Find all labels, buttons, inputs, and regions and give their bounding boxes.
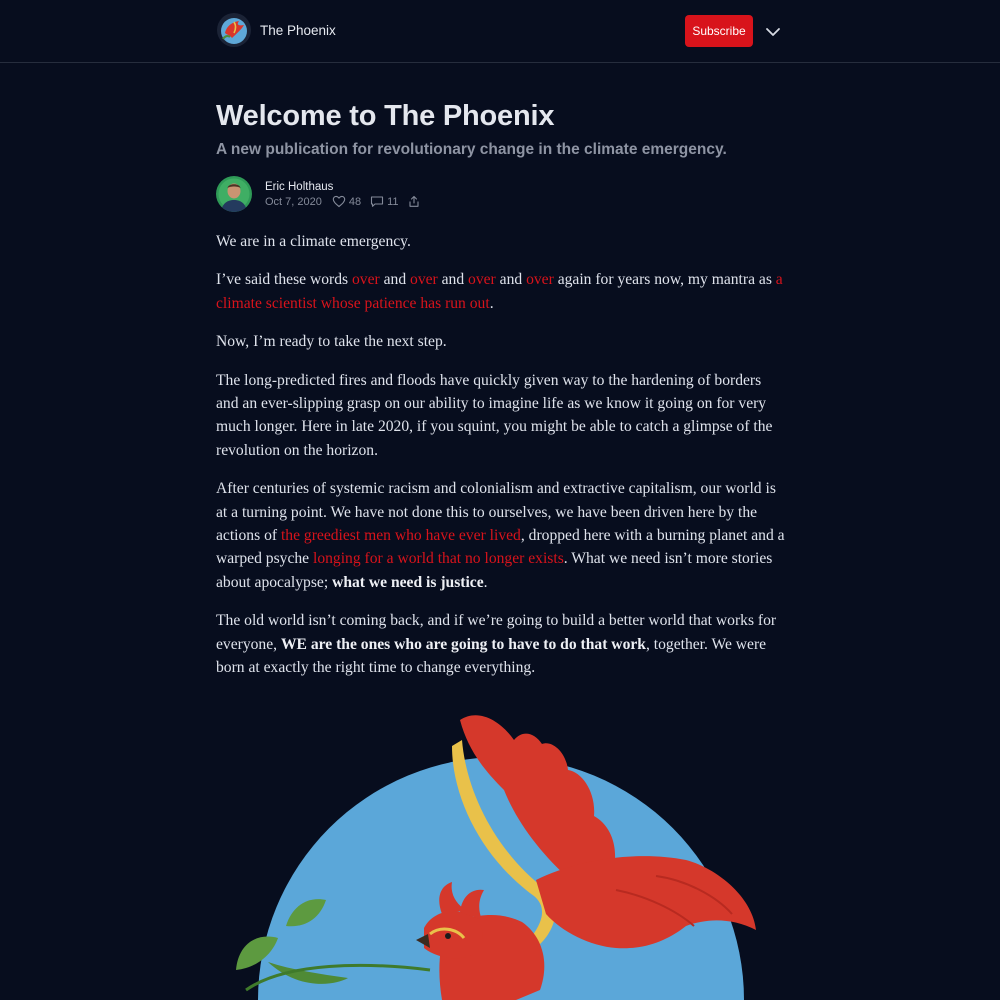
subscribe-button[interactable]: Subscribe <box>685 15 753 47</box>
inline-link[interactable]: over <box>351 271 380 289</box>
inline-link[interactable]: over <box>526 271 554 289</box>
heart-icon <box>332 195 346 208</box>
byline-text <box>265 180 432 209</box>
share-button[interactable] <box>408 195 423 208</box>
bold-text: WE are the ones who are going to have to do that work <box>280 635 646 653</box>
text-run: I’ve said these words <box>216 271 352 289</box>
post-title: Welcome to The Phoenix <box>216 100 555 132</box>
paragraph <box>216 268 786 315</box>
text-run: , dropped here with a burning planet and a warped psyche <box>216 527 785 568</box>
phoenix-over-earth-image <box>216 700 786 1000</box>
paragraph <box>216 477 786 594</box>
inline-link[interactable]: over <box>410 271 438 289</box>
text-run: , together. We were born at exactly the right time to change everything. <box>216 635 767 677</box>
post-body <box>216 230 786 680</box>
post-meta <box>265 195 432 209</box>
publication-logo <box>217 13 251 47</box>
paragraph: The long-predicted fires and floods have quickly given way to the hardening of borders and an ever-slipping grasp on our ability to imagine life as we know it going on for very much longer. Here in late 2020, if you squint, you might be able to catch a glimpse of the revolution on the horizon. <box>216 371 773 459</box>
share-icon <box>408 195 420 208</box>
comments-button[interactable] <box>370 195 398 209</box>
text-run: The old world isn’t coming back, and if we’re going to build a better world that works for everyone, <box>216 612 777 653</box>
publication-name: The Phoenix <box>260 22 336 38</box>
bold-text: what we need is justice <box>332 573 484 591</box>
author-name[interactable]: Eric Holthaus <box>265 180 334 193</box>
text-run: and <box>379 271 411 289</box>
publication-brand-link[interactable] <box>217 13 336 47</box>
like-button[interactable] <box>332 195 361 209</box>
text-run: After centuries of systemic racism and colonialism and extractive capitalism, our world is at a turning point. We have not done this to ourselves, we have been driven here by the actions of <box>216 480 776 545</box>
inline-link[interactable]: longing for a world that no longer exists <box>313 550 564 568</box>
inline-link[interactable]: over <box>468 271 496 289</box>
author-avatar[interactable] <box>216 176 252 212</box>
inline-link[interactable]: a climate scientist whose patience has run out <box>216 271 783 312</box>
text-run: . <box>483 573 488 591</box>
top-navigation <box>0 0 1000 63</box>
chevron-down-icon[interactable] <box>764 24 782 40</box>
post-date: Oct 7, 2020 <box>265 195 322 208</box>
inline-link[interactable]: the greediest men who have ever lived <box>280 527 521 545</box>
text-run: and <box>495 271 527 289</box>
paragraph <box>216 609 786 679</box>
header-illustration[interactable] <box>216 700 786 1000</box>
paragraph: We are in a climate emergency. <box>216 233 411 250</box>
text-run: and <box>437 271 469 289</box>
text-run: again for years now, my mantra as <box>553 271 776 289</box>
like-count: 48 <box>348 195 362 208</box>
post-byline <box>216 175 786 213</box>
post-subtitle: A new publication for revolutionary change in the climate emergency. <box>216 141 727 158</box>
comment-icon <box>370 195 384 208</box>
text-run: . What we need isn’t more stories about apocalypse; <box>216 550 773 591</box>
paragraph: Now, I’m ready to take the next step. <box>216 333 447 351</box>
comment-count: 11 <box>387 195 399 208</box>
text-run: . <box>489 294 494 312</box>
post-article <box>216 95 786 695</box>
